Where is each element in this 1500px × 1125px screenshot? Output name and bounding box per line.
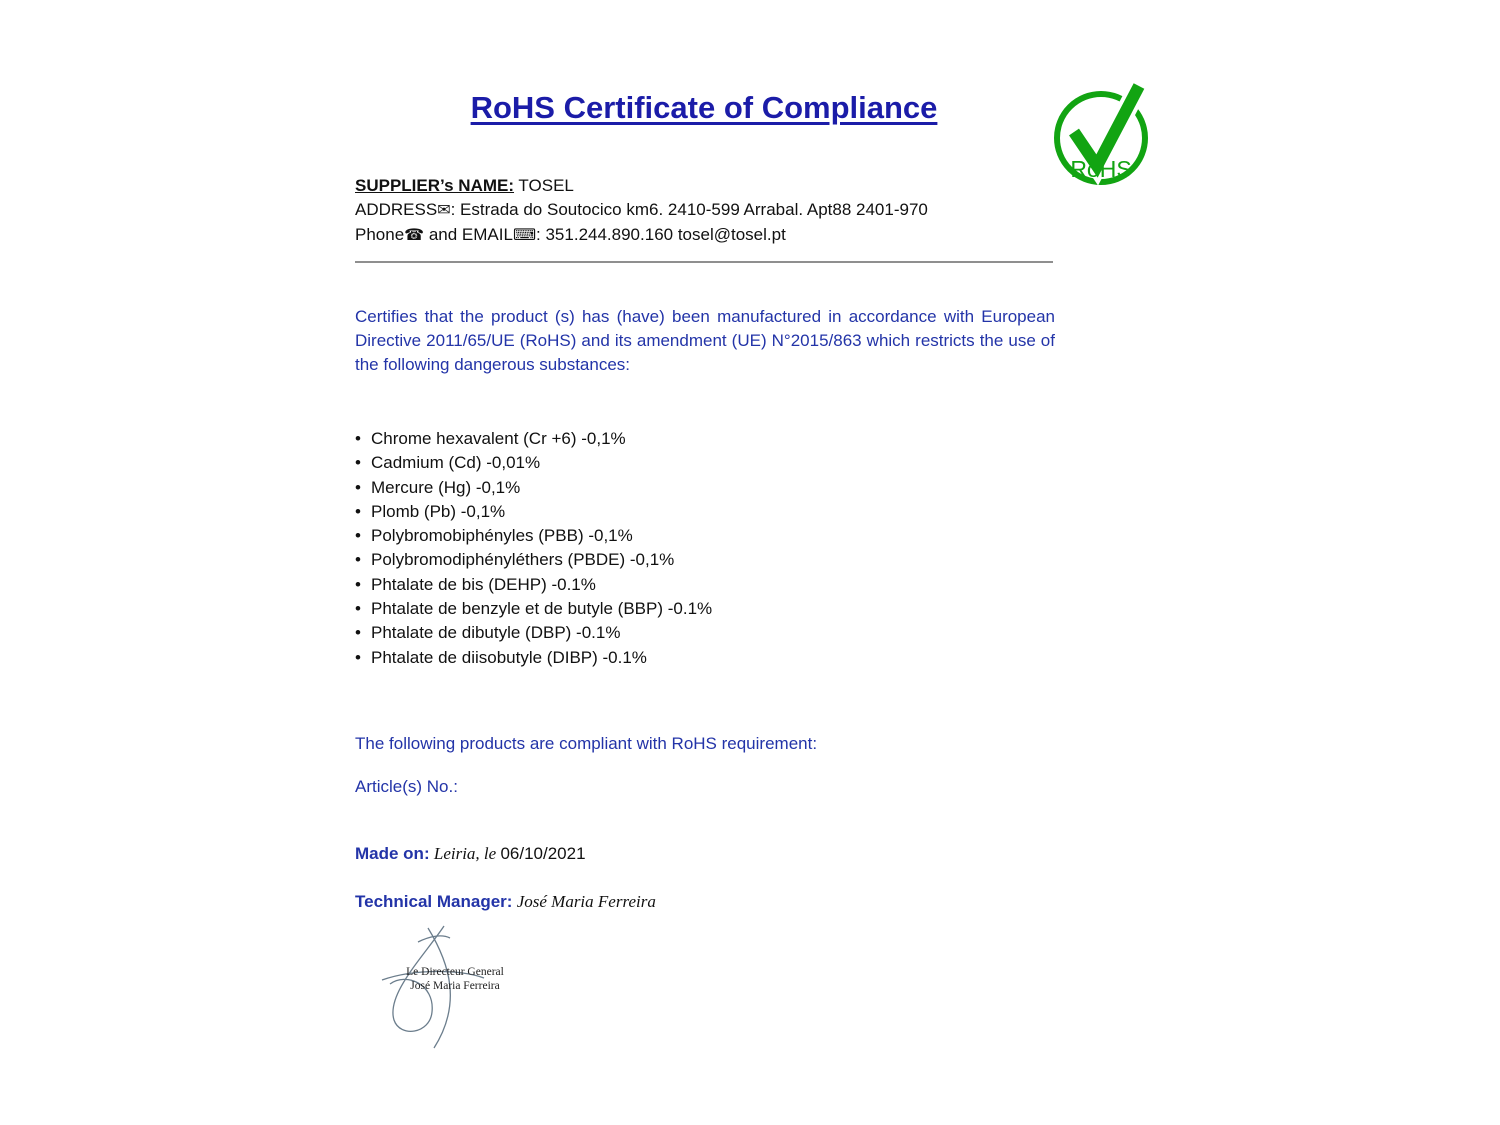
made-on-line [355, 844, 586, 864]
supplier-name-line [355, 174, 1075, 198]
compliance-statement: The following products are compliant with RoHS requirement: [355, 734, 818, 753]
substance-text: Polybromobiphényles (PBB) -0,1% [371, 526, 633, 546]
list-item [355, 548, 1075, 572]
substance-text: Phtalate de bis (DEHP) -0.1% [371, 574, 596, 594]
signature-block [358, 922, 548, 1052]
contact-value: : 351.244.890.160 tosel@tosel.pt [536, 225, 786, 244]
technical-manager-label: Technical Manager: [355, 892, 513, 911]
substance-text: Polybromodiphényléthers (PBDE) -0,1% [371, 550, 675, 570]
supplier-address-line [355, 198, 1075, 223]
substance-text: Phtalate de diisobutyle (DIBP) -0.1% [371, 647, 647, 667]
signature-line2: José Maria Ferreira [410, 979, 500, 992]
technical-manager-value: José Maria Ferreira [512, 892, 656, 911]
list-item [355, 427, 1075, 451]
email-label: and EMAIL [424, 225, 513, 244]
substance-text: Mercure (Hg) -0,1% [371, 477, 521, 497]
list-item [355, 476, 1075, 500]
article-number-line: Article(s) No.: [355, 777, 458, 796]
substances-list [355, 427, 1075, 670]
substance-text: Cadmium (Cd) -0,01% [371, 453, 541, 473]
made-on-place: Leiria, le [429, 844, 501, 863]
supplier-contact-line [355, 223, 1075, 248]
envelope-icon: ✉ [437, 202, 451, 219]
address-label: ADDRESS [355, 200, 438, 219]
phone-icon: ☎ [404, 227, 425, 244]
made-on-label: Made on: [355, 844, 430, 863]
list-item [355, 621, 1075, 645]
list-item [355, 500, 1075, 524]
substance-text: Chrome hexavalent (Cr +6) -0,1% [371, 429, 626, 448]
signature-line1: Le Directeur General [406, 966, 504, 978]
page-title-wrap [355, 90, 1053, 126]
signature-text [390, 966, 520, 993]
substance-text: Phtalate de benzyle et de butyle (BBP) -0.1% [371, 599, 713, 619]
divider-line [355, 261, 1053, 263]
list-item [355, 646, 1075, 670]
substance-text: Phtalate de dibutyle (DBP) -0.1% [371, 623, 621, 643]
certification-paragraph: Certifies that the product (s) has (have) been manufactured in accordance with European Directive 2011/65/UE (RoHS) and its amendment (UE) N°2015/863 which restricts the use of the following dangerous substances: [355, 307, 1055, 374]
list-item [355, 573, 1075, 597]
substance-text: Plomb (Pb) -0,1% [371, 501, 506, 521]
supplier-name-value: TOSEL [514, 176, 574, 195]
list-item [355, 524, 1075, 548]
list-item [355, 451, 1075, 475]
supplier-name-label: SUPPLIER’s NAME: [355, 176, 515, 195]
made-on-date: 06/10/2021 [500, 844, 586, 863]
page-title: RoHS Certificate of Compliance [470, 90, 938, 125]
supplier-block [355, 174, 1075, 248]
computer-icon: ⌨ [512, 227, 537, 244]
address-value: : Estrada do Soutocico km6. 2410-599 Arrabal. Apt88 2401-970 [450, 200, 928, 219]
rohs-logo-text: RoHS [1070, 156, 1132, 182]
phone-label: Phone [355, 225, 405, 244]
list-item [355, 597, 1075, 621]
technical-manager-line [355, 892, 656, 912]
